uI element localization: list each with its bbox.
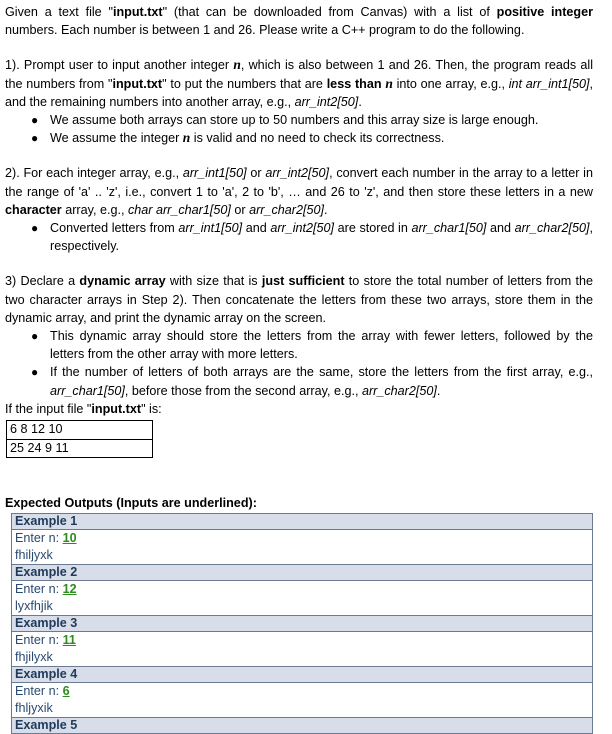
prompt-line [15, 632, 589, 649]
step2-paragraph [5, 164, 593, 219]
emphasis: dynamic array [79, 274, 166, 289]
text: is valid and no need to check its correctness. [190, 131, 445, 146]
step3-bullets [5, 327, 593, 400]
bullet-icon: ● [31, 131, 39, 146]
examples-table [11, 513, 593, 734]
prompt-text: Enter n: [15, 582, 63, 597]
input-value: 10 [62, 531, 77, 546]
intro-text: numbers. Each number is between 1 and 26. Please write a C++ program to do the following. [5, 23, 525, 38]
text: We assume both arrays can store up to 50 numbers and this array size is large enough. [50, 113, 539, 128]
emphasis: positive integer [496, 5, 593, 19]
text: " is: [141, 401, 162, 416]
text: " to put the numbers that are [162, 76, 327, 91]
text: and [486, 221, 515, 236]
text: or [230, 202, 250, 217]
text: into one array, e.g., [392, 76, 509, 91]
variable-n: n [233, 57, 241, 73]
code-ref: arr_char2[50] [361, 383, 437, 398]
text: If the number of letters of both arrays are the same, store the letters from the first array, e.g., [50, 365, 593, 380]
code-ref: arr_int2[50] [294, 94, 359, 109]
step1-bullets [5, 111, 593, 147]
code-ref: arr_char2[50] [249, 202, 324, 217]
list-item [5, 111, 593, 129]
text: and [242, 221, 271, 236]
text: , convert each number in the array to a letter in the range of 'a' .. 'z', i.e., convert 1 to 'a', 2 to 'b', … and 26 to 'z', and then store these letters in a new [5, 166, 593, 199]
code-ref: char arr_char1[50] [127, 202, 231, 217]
intro-text: " (that can be downloaded from Canvas) with a list of [162, 5, 497, 19]
filename: input.txt [91, 401, 142, 416]
input-value: 6 [62, 684, 70, 699]
step1-paragraph [5, 56, 593, 111]
text: , which is also between 1 and 26. Then, the program reads all the numbers from " [5, 58, 594, 91]
input-value: 11 [62, 633, 76, 648]
prompt-text: Enter n: [15, 633, 63, 648]
list-item [5, 129, 593, 147]
variable-n: n [385, 75, 393, 91]
intro-text: Given a text file " [5, 5, 113, 19]
text: or [246, 166, 266, 181]
text: Converted letters from [50, 221, 179, 236]
prompt-line [15, 581, 589, 598]
example-body [12, 581, 593, 616]
result-line: fhljyxik [15, 701, 53, 716]
outputs-title: Expected Outputs (Inputs are underlined): [5, 496, 257, 511]
filename: input.txt [112, 76, 163, 91]
emphasis: just sufficient [261, 274, 345, 289]
example-body [12, 632, 593, 667]
example-label: Example 1 [12, 514, 593, 530]
text: If the input file " [5, 401, 92, 416]
code-ref: arr_int1[50] [182, 166, 247, 181]
filename: input.txt [112, 5, 163, 19]
code-ref: int arr_int1[50] [508, 76, 590, 91]
text: , respectively. [50, 221, 593, 254]
emphasis: character [5, 202, 62, 217]
text: are stored in [334, 221, 412, 236]
text: . [436, 383, 441, 398]
code-ref: arr_char1[50] [411, 221, 487, 236]
input-value: 12 [62, 582, 77, 597]
text: This dynamic array should store the letters from the array with fewer letters, followed by the letters from the other array with more letters. [50, 329, 593, 362]
code-ref: arr_char1[50] [50, 383, 125, 398]
variable-n: n [182, 130, 191, 146]
example-label: Example 5 [12, 718, 593, 734]
example-body [12, 530, 593, 565]
text: , before those from the second array, e.g., [124, 383, 362, 398]
text: . [358, 94, 362, 109]
list-item [5, 327, 593, 363]
intro-paragraph [5, 3, 593, 39]
input-line: 6 8 12 10 [10, 422, 63, 437]
bullet-icon: ● [31, 365, 39, 380]
input-line: 25 24 9 11 [7, 439, 152, 458]
bullet-icon: ● [31, 221, 39, 236]
text: , and the remaining numbers into another array, e.g., [5, 76, 594, 109]
text: We assume the integer [50, 131, 183, 146]
code-ref: arr_int2[50] [270, 221, 335, 236]
result-line: fhjilyxk [15, 650, 53, 665]
bullet-icon: ● [31, 329, 39, 344]
code-ref: arr_int2[50] [265, 166, 330, 181]
result-line: lyxfhjik [15, 599, 53, 614]
result-line: fhiljyxk [15, 548, 53, 563]
prompt-text: Enter n: [15, 684, 63, 699]
step3-paragraph [5, 272, 593, 327]
code-ref: arr_int1[50] [178, 221, 243, 236]
bullet-icon: ● [31, 113, 39, 128]
list-item [5, 363, 593, 399]
list-item [5, 219, 593, 255]
prompt-text: Enter n: [15, 531, 63, 546]
step2-bullets [5, 219, 593, 255]
text: array, e.g., [61, 202, 128, 217]
example-label: Example 3 [12, 616, 593, 632]
emphasis: less than [326, 76, 382, 91]
example-label: Example 2 [12, 565, 593, 581]
text: 2). For each integer array, e.g., [5, 166, 183, 181]
text: with size that is [165, 274, 262, 289]
text: 1). Prompt user to input another integer [5, 58, 234, 73]
code-ref: arr_char2[50] [514, 221, 590, 236]
text: to store the total number of letters from the two character arrays in Step 2). Then concatenate the letters from these two arrays, store them in the dynamic array, and print the dynamic array on the screen. [5, 274, 593, 325]
example-label: Example 4 [12, 667, 593, 683]
example-body [12, 683, 593, 718]
text: 3) Declare a [5, 274, 80, 289]
text: . [324, 202, 328, 217]
input-file-box [6, 420, 153, 458]
assignment-document [5, 3, 593, 734]
prompt-line [15, 530, 589, 547]
prompt-line [15, 683, 589, 700]
input-file-intro [5, 400, 593, 418]
